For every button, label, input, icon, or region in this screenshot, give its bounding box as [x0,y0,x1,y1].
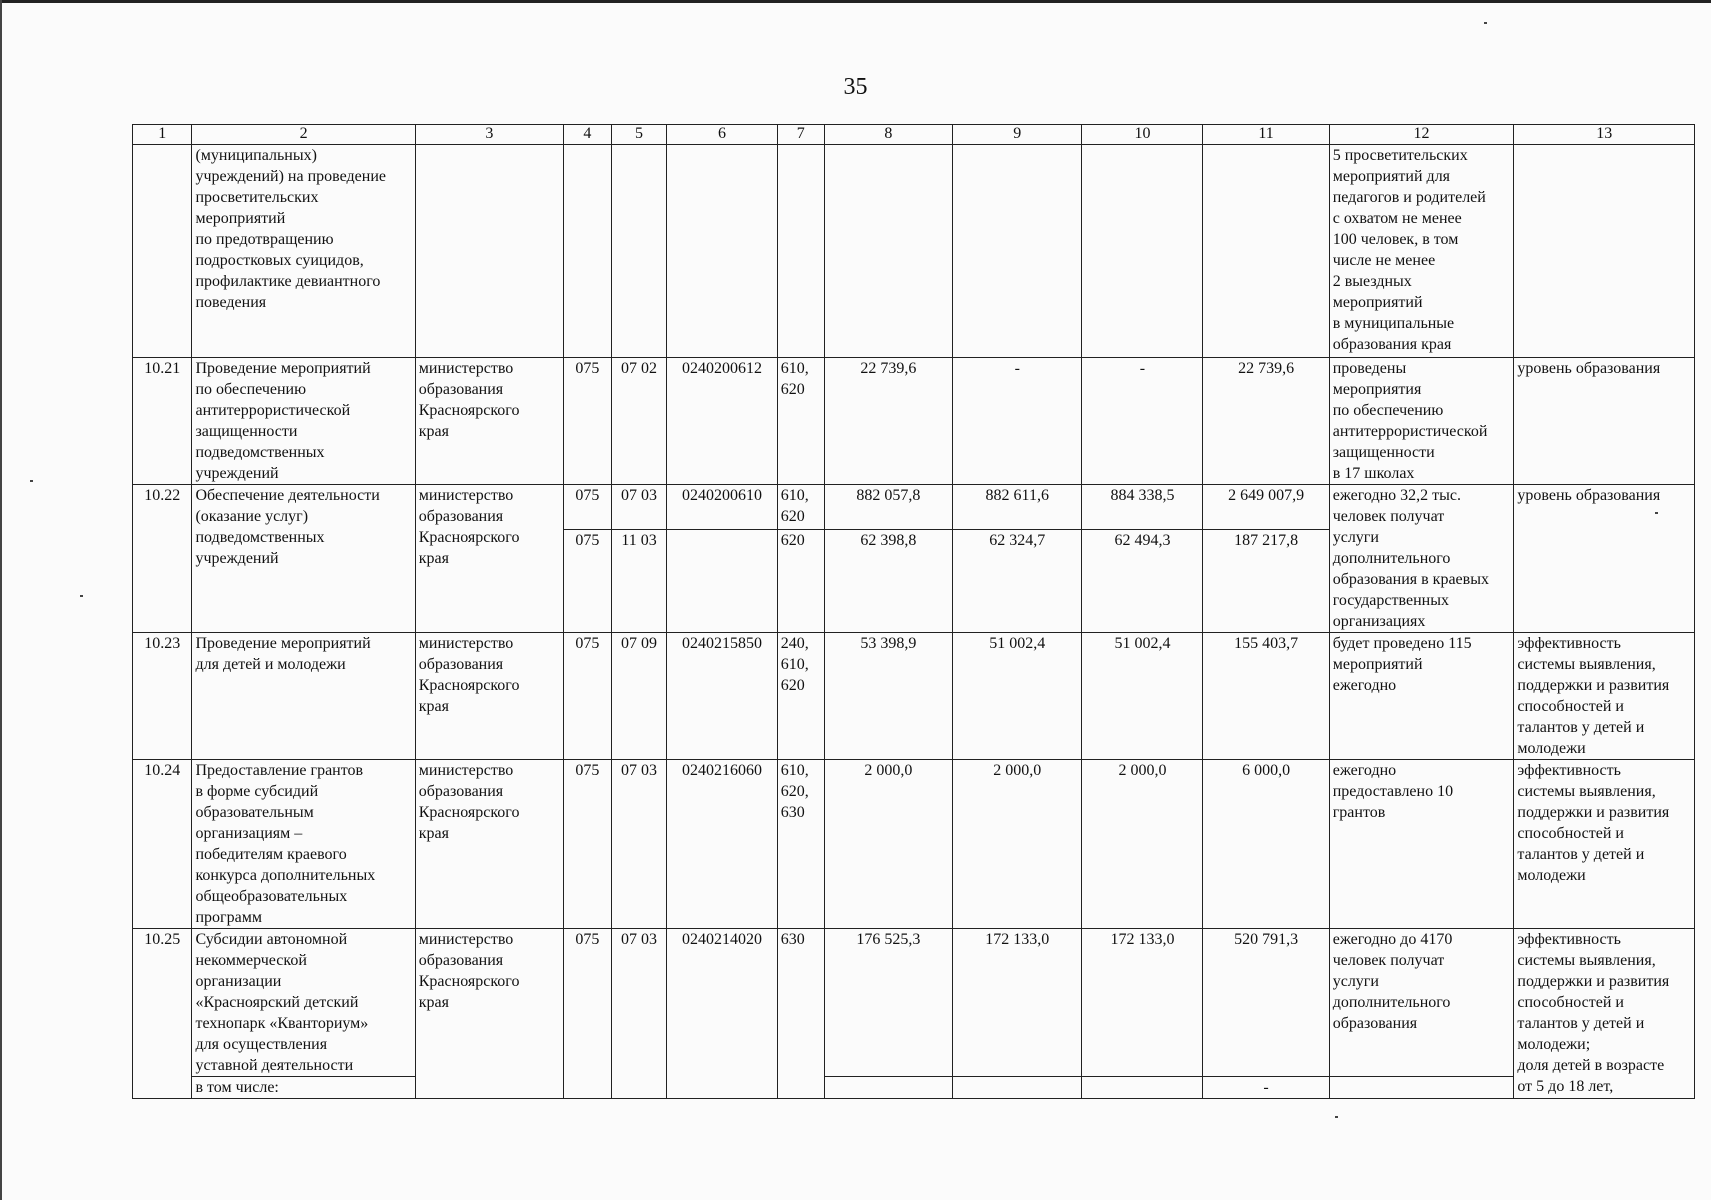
grbs-code-cell: 075 [563,633,611,760]
amount-year1-cell: 22 739,6 [824,358,952,485]
expense-type-cell: 610, 620 [777,358,824,485]
amount-year1-cell: 176 525,3 [824,929,952,1077]
expected-result-cell: будет проведено 115 мероприятий ежегодно [1329,633,1514,760]
section-code-cell: 07 03 [611,485,666,530]
grbs-code-cell: 075 [563,760,611,929]
col-header-10: 10 [1082,125,1203,145]
activity-name-cell: Проведение мероприятий для детей и молодежи [192,633,415,760]
indicator-cell: эффективность системы выявления, поддержки и развития способностей и талантов у детей и молодежи [1514,760,1695,929]
responsible-org-cell: министерство образования Красноярского края [415,929,563,1099]
grbs-code-cell: 075 [563,358,611,485]
responsible-org-cell: министерство образования Красноярского края [415,760,563,929]
amount-year1-cell: 62 398,8 [824,529,952,632]
amount-year2-cell: 172 133,0 [953,929,1082,1077]
target-article-cell [667,529,778,632]
target-article-cell: 0240214020 [667,929,778,1099]
grbs-code-cell: 075 [563,529,611,632]
expense-type-cell: 620 [777,529,824,632]
expected-result-cell: 5 просветительских мероприятий для педагогов и родителей с охватом не менее 100 человек, в том числе не менее 2 выездных мероприятий в муниципальные образования края [1329,145,1514,358]
responsible-org-cell: министерство образования Красноярского края [415,358,563,485]
target-article-cell: 0240200612 [667,358,778,485]
activity-name-cell: Субсидии автономной некоммерческой организации «Красноярский детский технопарк «Кванториум» для осуществления уставной деятельности [192,929,415,1077]
including-total-cell: - [1203,1077,1329,1099]
scan-speck [1335,1116,1338,1118]
expected-result-cell: ежегодно до 4170 человек получат услуги дополнительного образования [1329,929,1514,1077]
target-article-cell: 0240200610 [667,485,778,530]
indicator-cell: эффективность системы выявления, поддержки и развития способностей и талантов у детей и молодежи; доля детей в возрасте от 5 до 18 лет, [1514,929,1695,1099]
amount-year2-cell: 882 611,6 [953,485,1082,530]
expense-type-cell: 630 [777,929,824,1099]
activity-name-cell: Обеспечение деятельности (оказание услуг) подведомственных учреждений [192,485,415,633]
amount-year2-cell: - [953,358,1082,485]
indicator-cell: уровень образования [1514,485,1695,633]
expected-result-cell: ежегодно 32,2 тыс. человек получат услуги дополнительного образования в краевых государственных организациях [1329,485,1514,633]
amount-year1-cell: 2 000,0 [824,760,952,929]
col-header-4: 4 [563,125,611,145]
amount-year2-cell: 62 324,7 [953,529,1082,632]
responsible-org-cell: министерство образования Красноярского края [415,633,563,760]
amount-year2-cell: 2 000,0 [953,760,1082,929]
amount-total-cell: 6 000,0 [1203,760,1329,929]
row-number-cell: 10.22 [133,485,192,633]
activity-name-cell: (муниципальных) учреждений) на проведение просветительских мероприятий по предотвращению подростковых суицидов, профилактике девиантного поведения [192,145,415,358]
row-number-cell: 10.21 [133,358,192,485]
left-border-line [0,0,2,1200]
amount-total-cell: 155 403,7 [1203,633,1329,760]
col-header-2: 2 [192,125,415,145]
expense-type-cell: 610, 620, 630 [777,760,824,929]
amount-year3-cell: - [1082,358,1203,485]
top-border-line [0,0,1711,3]
scan-speck [80,595,83,597]
amount-year2-cell: 51 002,4 [953,633,1082,760]
target-article-cell: 0240216060 [667,760,778,929]
scan-speck [30,480,33,482]
amount-total-cell: 22 739,6 [1203,358,1329,485]
row-number-cell: 10.24 [133,760,192,929]
table-row [133,358,1695,485]
amount-year3-cell: 884 338,5 [1082,485,1203,530]
expense-type-cell: 610, 620 [777,485,824,530]
activity-name-cell: Предоставление грантов в форме субсидий образовательным организациям – победителям краевого конкурса дополнительных общеобразовательных программ [192,760,415,929]
col-header-12: 12 [1329,125,1514,145]
col-header-3: 3 [415,125,563,145]
table-row-including [133,1077,1695,1099]
col-header-9: 9 [953,125,1082,145]
grbs-code-cell: 075 [563,929,611,1099]
amount-total-cell: 2 649 007,9 [1203,485,1329,530]
table-row [133,485,1695,530]
col-header-11: 11 [1203,125,1329,145]
section-code-cell: 11 03 [611,529,666,632]
expense-type-cell: 240, 610, 620 [777,633,824,760]
amount-total-cell: 187 217,8 [1203,529,1329,632]
target-article-cell: 0240215850 [667,633,778,760]
amount-year3-cell: 172 133,0 [1082,929,1203,1077]
row-number-cell: 10.23 [133,633,192,760]
indicator-cell: уровень образования [1514,358,1695,485]
section-code-cell: 07 03 [611,929,666,1099]
col-header-7: 7 [777,125,824,145]
col-header-8: 8 [824,125,952,145]
amount-total-cell: 520 791,3 [1203,929,1329,1077]
including-label-cell: в том числе: [192,1077,415,1099]
col-header-1: 1 [133,125,192,145]
table-row [133,760,1695,929]
activity-name-cell: Проведение мероприятий по обеспечению антитеррористической защищенности подведомственных учреждений [192,358,415,485]
col-header-13: 13 [1514,125,1695,145]
table-row-continuation [133,145,1695,358]
amount-year3-cell: 62 494,3 [1082,529,1203,632]
col-header-6: 6 [667,125,778,145]
responsible-org-cell: министерство образования Красноярского края [415,485,563,633]
section-code-cell: 07 03 [611,760,666,929]
amount-year1-cell: 53 398,9 [824,633,952,760]
expected-result-cell: ежегодно предоставлено 10 грантов [1329,760,1514,929]
grbs-code-cell: 075 [563,485,611,530]
section-code-cell: 07 02 [611,358,666,485]
section-code-cell: 07 09 [611,633,666,760]
table-row [133,929,1695,1077]
indicator-cell: эффективность системы выявления, поддержки и развития способностей и талантов у детей и молодежи [1514,633,1695,760]
amount-year3-cell: 51 002,4 [1082,633,1203,760]
expected-result-cell: проведены мероприятия по обеспечению антитеррористической защищенности в 17 школах [1329,358,1514,485]
row-number-cell: 10.25 [133,929,192,1099]
amount-year3-cell: 2 000,0 [1082,760,1203,929]
col-header-5: 5 [611,125,666,145]
program-activities-table [132,124,1695,1099]
column-number-header-row [133,125,1695,145]
page-number: 35 [843,74,868,100]
scan-speck [1484,22,1487,24]
amount-year1-cell: 882 057,8 [824,485,952,530]
scan-speck [1655,512,1658,514]
table-row [133,633,1695,760]
